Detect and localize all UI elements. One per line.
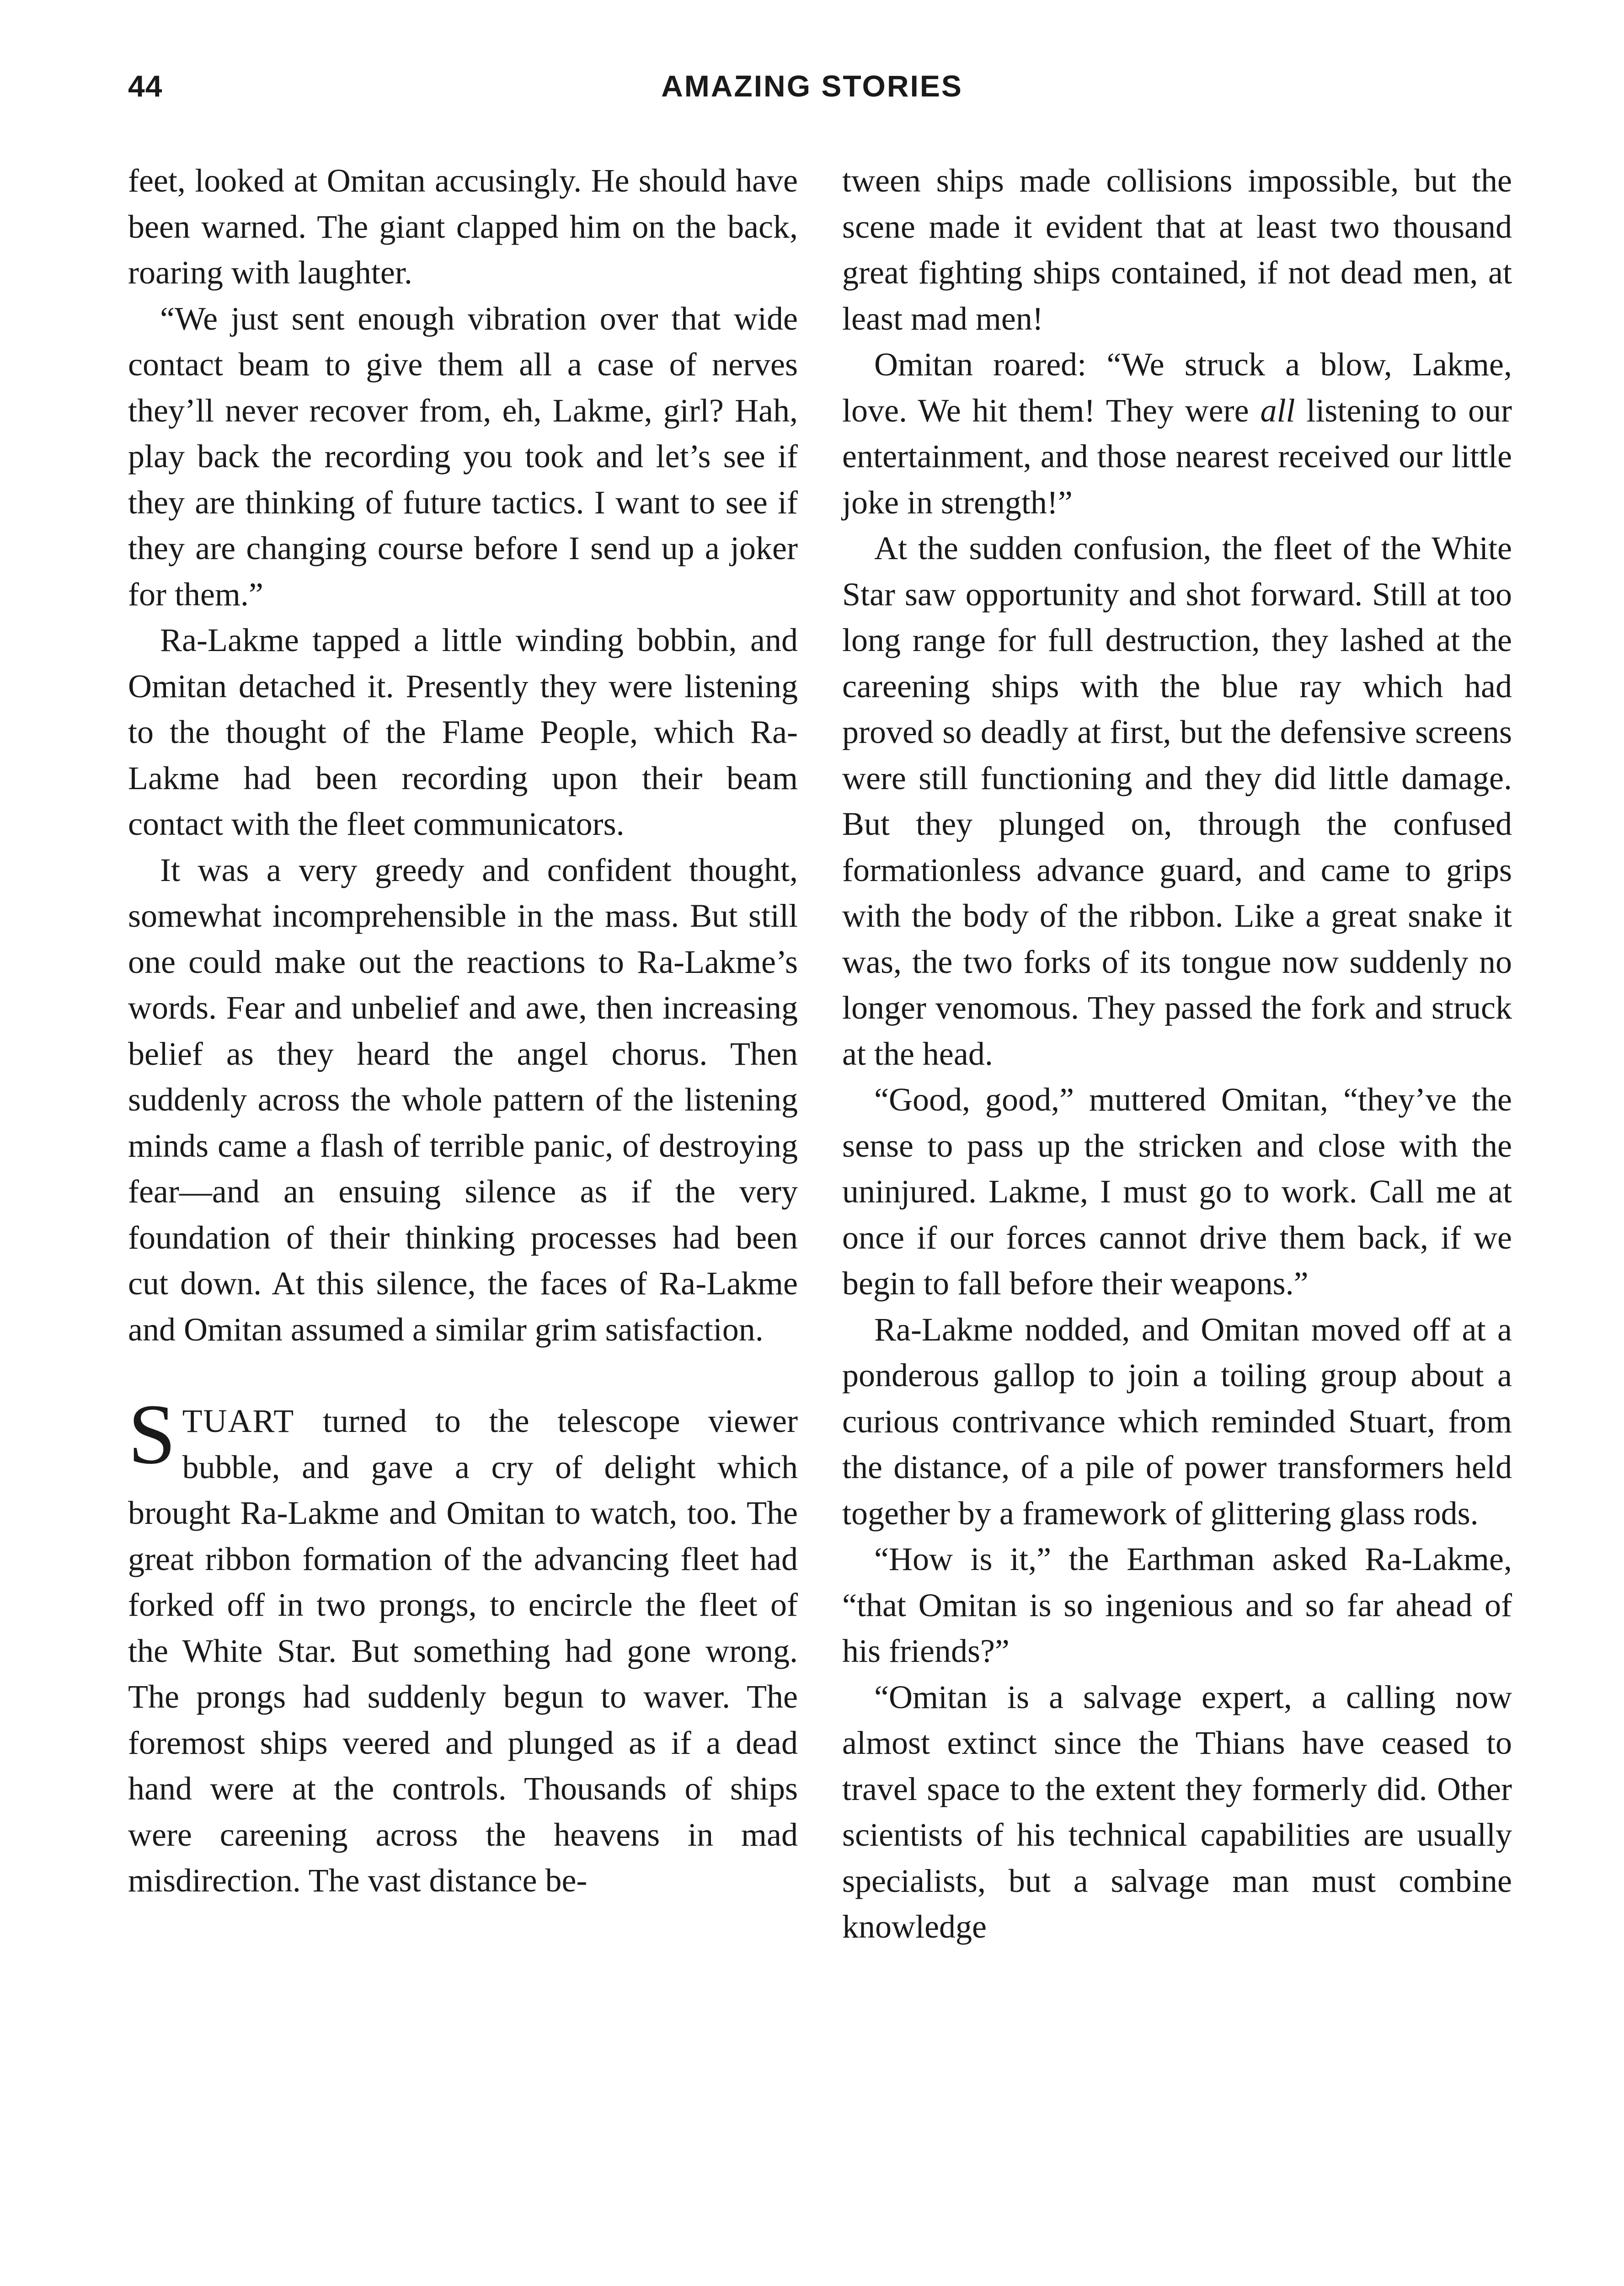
- page-number: 44: [128, 69, 163, 103]
- paragraph: “We just sent enough vibration over that wide contact beam to give them all a case of nerves they’ll never recover from, eh, Lakme, girl? Hah, play back the recording you took and let’s see if they are thinking of future tactics. I want to see if they are changing course before I send up a joker for them.”: [128, 300, 798, 613]
- paragraph: “How is it,” the Earthman asked Ra-Lakme, “that Omitan is so ingenious and so far ahead of his friends?”: [842, 1541, 1512, 1669]
- paragraph: [842, 342, 1512, 525]
- paragraph: Ra-Lakme tapped a little winding bobbin, and Omitan detached it. Presently they were listening to the thought of the Flame People, which Ra-Lakme had been recording upon their beam contact with the fleet communicators.: [128, 622, 798, 842]
- left-column: [128, 158, 798, 1904]
- paragraph-text: turned to the telescope viewer bubble, and gave a cry of delight which brought Ra-Lakme and Omitan to watch, too. The great ribbon formation of the advancing fleet had forked off in two prongs, to encircle the fleet of the White Star. But something had gone wrong. The prongs had suddenly begun to waver. The foremost ships veered and plunged as if a dead hand were at the controls. Thousands of ships were careening across the heavens in mad misdirection. The vast distance be-: [128, 1403, 798, 1899]
- small-caps-lead: TUART: [182, 1403, 295, 1439]
- paragraph: It was a very greedy and confident thought, somewhat incomprehensible in the mass. But still one could make out the reactions to Ra-Lakme’s words. Fear and unbelief and awe, then increasing belief as they heard the angel chorus. Then suddenly across the whole pattern of the listening minds came a flash of terrible panic, of destroying fear—and an ensuing silence as if the very foundation of their thinking processes had been cut down. At this silence, the faces of Ra-Lakme and Omitan assumed a similar grim satisfaction.: [128, 851, 798, 1348]
- emphasis: all: [1260, 392, 1295, 429]
- paragraph-text: listening to our entertainment, and those nearest received our little joke in strength!”: [842, 392, 1512, 521]
- paragraph: feet, looked at Omitan accusingly. He should have been warned. The giant clapped him on the back, roaring with laughter.: [128, 162, 798, 291]
- running-title: AMAZING STORIES: [661, 69, 963, 103]
- right-column: [842, 158, 1512, 1950]
- paragraph: Ra-Lakme nodded, and Omitan moved off at a ponderous gallop to join a toiling group about a curious contrivance which reminded Stuart, from the distance, of a pile of power transformers held together by a framework of glittering glass rods.: [842, 1311, 1512, 1532]
- paragraph: “Good, good,” muttered Omitan, “they’ve the sense to pass up the stricken and close with the uninjured. Lakme, I must go to work. Call me at once if our forces cannot drive them back, if we begin to fall before their weapons.”: [842, 1081, 1512, 1302]
- paragraph: At the sudden confusion, the fleet of the White Star saw opportunity and shot forward. Still at too long range for full destruction, they lashed at the careening ships with the blue ray which had proved so deadly at first, but the defensive screens were still functioning and they did little damage. But they plunged on, through the confused formationless advance guard, and came to grips with the body of the ribbon. Like a great snake it was, the two forks of its tongue now suddenly no longer venomous. They passed the fork and struck at the head.: [842, 530, 1512, 1072]
- section-opening-paragraph: [128, 1386, 798, 1904]
- paragraph: “Omitan is a salvage expert, a calling now almost extinct since the Thians have ceased to travel space to the extent they formerly did. Other scientists of his technical capabilities are usually specialists, but a salvage man must combine knowledge: [842, 1678, 1512, 1945]
- paragraph-text: Omitan roared: “We struck a blow, Lakme, love. We hit them! They were: [842, 346, 1512, 429]
- paragraph: tween ships made collisions impossible, but the scene made it evident that at least two thousand great fighting ships contained, if not dead men, at least mad men!: [842, 162, 1512, 337]
- drop-cap: S: [128, 1386, 176, 1482]
